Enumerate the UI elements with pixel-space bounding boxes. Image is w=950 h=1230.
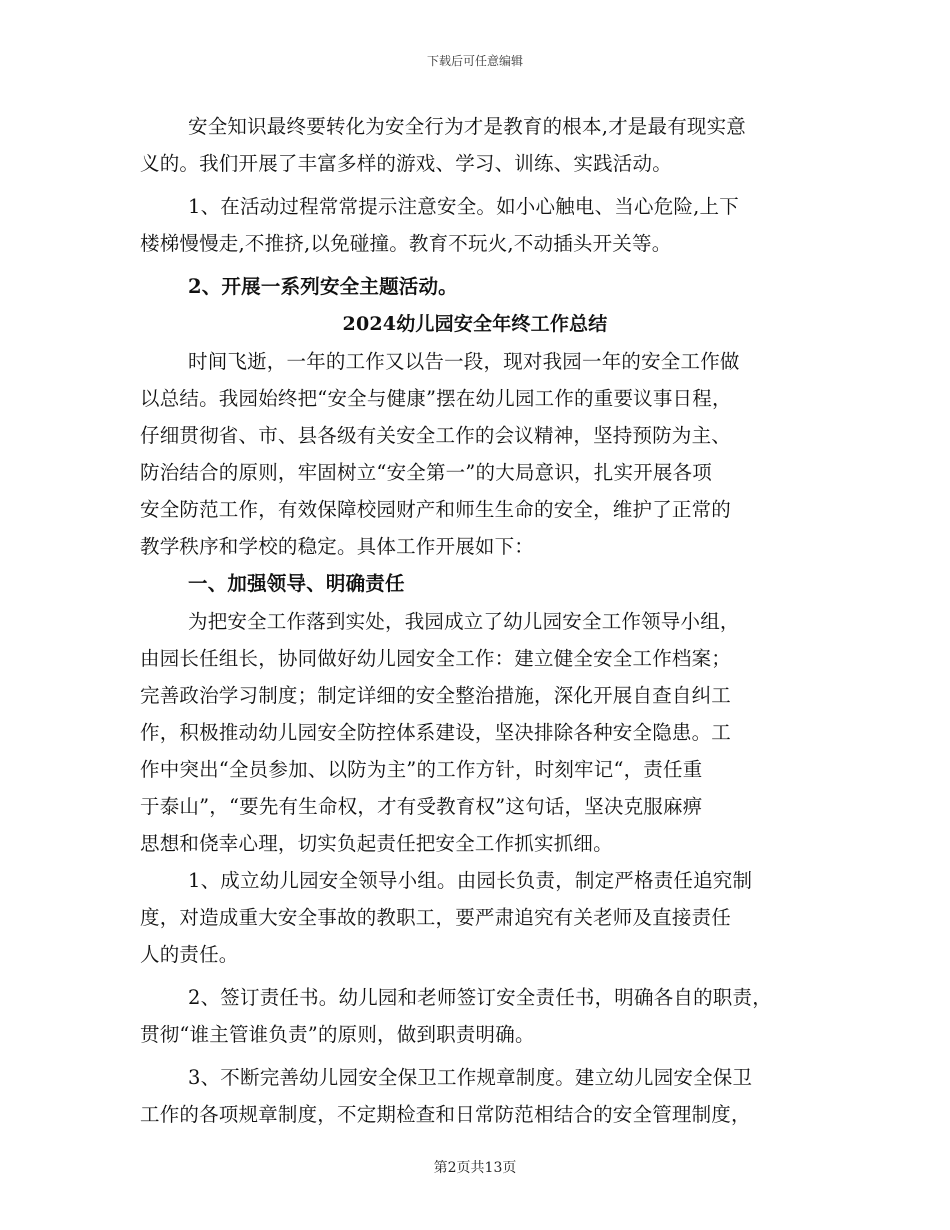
paragraph-line: 于泰山”，“要先有生命权，才有受教育权”这句话，坚决克服麻痹 bbox=[140, 795, 703, 818]
section-heading: 2、开展一系列安全主题活动。 bbox=[188, 275, 458, 298]
paragraph-line: 1、成立幼儿园安全领导小组。由园长负责，制定严格责任追究制 bbox=[188, 869, 753, 892]
document-body bbox=[140, 108, 810, 1133]
paragraph-line: 作中突出“全员参加、以防为主”的工作方针，时刻牢记“，责任重 bbox=[140, 758, 703, 781]
paragraph-line: 2、签订责任书。幼儿园和老师签订安全责任书，明确各自的职责， bbox=[188, 986, 772, 1009]
paragraph-line: 工作的各项规章制度，不定期检查和日常防范相结合的安全管理制度， bbox=[140, 1103, 751, 1126]
paragraph-line: 时间飞逝，一年的工作又以告一段，现对我园一年的安全工作做 bbox=[188, 350, 740, 373]
section-heading: 一、加强领导、明确责任 bbox=[188, 572, 405, 595]
paragraph-line: 安全防范工作，有效保障校园财产和师生生命的安全，维护了正常的 bbox=[140, 498, 732, 521]
document-title: 2024幼儿园安全年终工作总结 bbox=[342, 313, 608, 335]
paragraph-line: 由园长任组长，协同做好幼儿园安全工作：建立健全安全工作档案； bbox=[140, 647, 732, 670]
paragraph-line: 度，对造成重大安全事故的教职工，要严肃追究有关老师及直接责任 bbox=[140, 906, 732, 929]
page-header: 下载后可任意编辑 bbox=[426, 54, 523, 68]
page-number: 第2页共13页 bbox=[433, 1160, 517, 1176]
paragraph-line: 为把安全工作落到实处，我园成立了幼儿园安全工作领导小组， bbox=[188, 610, 740, 633]
paragraph-line: 义的。我们开展了丰富多样的游戏、学习、训练、实践活动。 bbox=[140, 152, 672, 175]
paragraph-line: 人的责任。 bbox=[140, 943, 239, 966]
paragraph-line: 教学秩序和学校的稳定。具体工作开展如下： bbox=[140, 535, 535, 558]
paragraph-line: 3、不断完善幼儿园安全保卫工作规章制度。建立幼儿园安全保卫 bbox=[188, 1066, 753, 1089]
paragraph-line: 贯彻“谁主管谁负责”的原则，做到职责明确。 bbox=[140, 1023, 535, 1046]
paragraph-line: 仔细贯彻省、市、县各级有关安全工作的会议精神，坚持预防为主、 bbox=[140, 424, 732, 447]
paragraph-line: 楼梯慢慢走,不推挤,以免碰撞。教育不玩火,不动插头开关等。 bbox=[140, 232, 672, 255]
paragraph-line: 思想和侥幸心理，切实负起责任把安全工作抓实抓细。 bbox=[140, 832, 613, 855]
paragraph-line: 1、在活动过程常常提示注意安全。如小心触电、当心危险,上下 bbox=[188, 195, 739, 218]
paragraph-line: 安全知识最终要转化为安全行为才是教育的根本,才是最有现实意 bbox=[188, 115, 746, 138]
paragraph-line: 完善政治学习制度；制定详细的安全整治措施，深化开展自查自纠工 bbox=[140, 684, 732, 707]
paragraph-line: 防治结合的原则，牢固树立“安全第一”的大局意识，扎实开展各项 bbox=[140, 461, 712, 484]
paragraph-line: 以总结。我园始终把“安全与健康”摆在幼儿园工作的重要议事日程， bbox=[140, 387, 732, 410]
paragraph-line: 作，积极推动幼儿园安全防控体系建设，坚决排除各种安全隐患。工 bbox=[140, 721, 732, 744]
